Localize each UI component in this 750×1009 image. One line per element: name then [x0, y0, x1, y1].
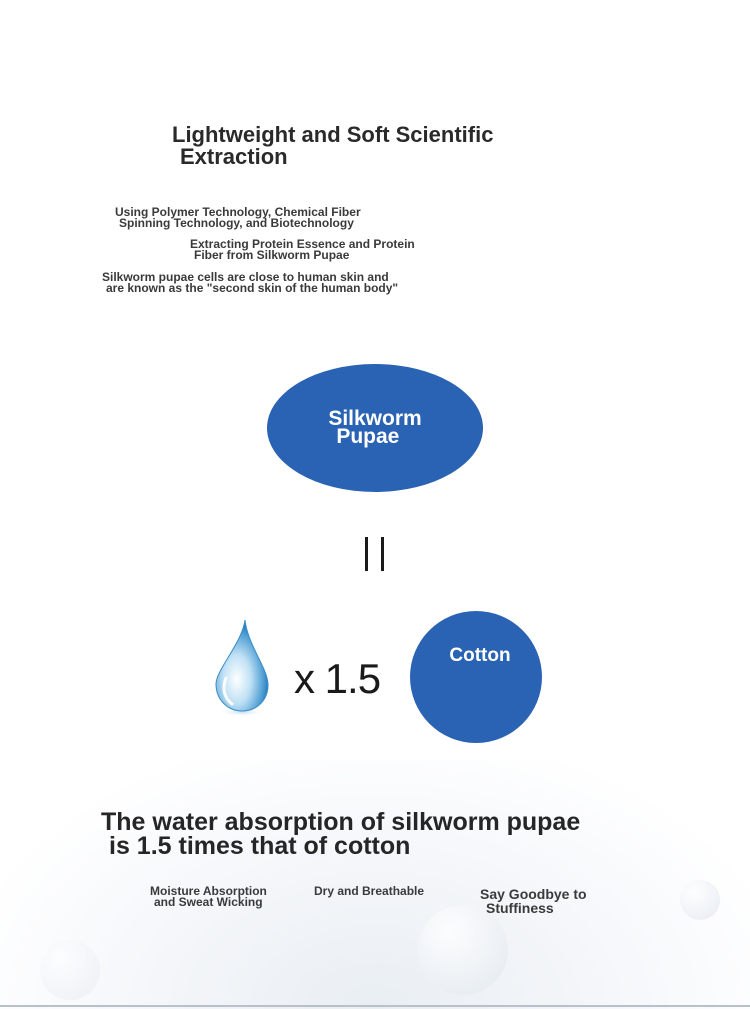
- decorative-bubble: [40, 940, 100, 1000]
- paragraph-technology: [115, 207, 361, 229]
- paragraph-second-skin: [102, 272, 398, 294]
- feature-line: Stuffiness: [486, 900, 554, 916]
- headline-line-2: is 1.5 times that of cotton: [109, 832, 411, 860]
- cotton-circle: [410, 611, 542, 743]
- feature-no-stuffiness: [480, 887, 587, 915]
- feature-dry-breathable: [314, 886, 424, 897]
- feature-line: Say Goodbye to: [480, 886, 587, 902]
- decorative-bubble: [680, 880, 720, 920]
- page-title: [172, 124, 612, 168]
- silkworm-label-line-1: Silkworm: [328, 407, 422, 430]
- water-drop-icon: [212, 618, 272, 718]
- headline-line-1: The water absorption of silkworm pupae: [101, 808, 581, 836]
- paragraph-line: Using Polymer Technology, Chemical Fiber: [115, 205, 361, 219]
- title-line-1: Lightweight and Soft Scientific: [172, 122, 494, 147]
- decorative-bubble: [418, 905, 508, 995]
- silkworm-pupae-ellipse: [267, 364, 483, 492]
- feature-moisture-absorption: [150, 886, 267, 908]
- feature-line: Dry and Breathable: [314, 884, 425, 898]
- title-line-2: Extraction: [180, 144, 288, 169]
- paragraph-line: Silkworm pupae cells are close to human skin and: [102, 270, 389, 284]
- silkworm-pupae-label: [328, 407, 422, 448]
- paragraph-line: are known as the "second skin of the human body": [106, 281, 399, 295]
- bottom-divider: [0, 1005, 750, 1007]
- equals-icon: [365, 537, 385, 571]
- multiplier-text: x 1.5: [294, 655, 381, 702]
- feature-line: Moisture Absorption: [150, 884, 267, 898]
- feature-line: and Sweat Wicking: [154, 895, 263, 909]
- paragraph-line: Extracting Protein Essence and Protein: [190, 237, 415, 251]
- silkworm-label-line-2: Pupae: [336, 425, 400, 448]
- cotton-label: Cotton: [449, 645, 511, 666]
- paragraph-extraction: [190, 239, 415, 261]
- paragraph-line: Spinning Technology, and Biotechnology: [119, 216, 354, 230]
- paragraph-line: Fiber from Silkworm Pupae: [194, 248, 350, 262]
- headline: [101, 810, 701, 858]
